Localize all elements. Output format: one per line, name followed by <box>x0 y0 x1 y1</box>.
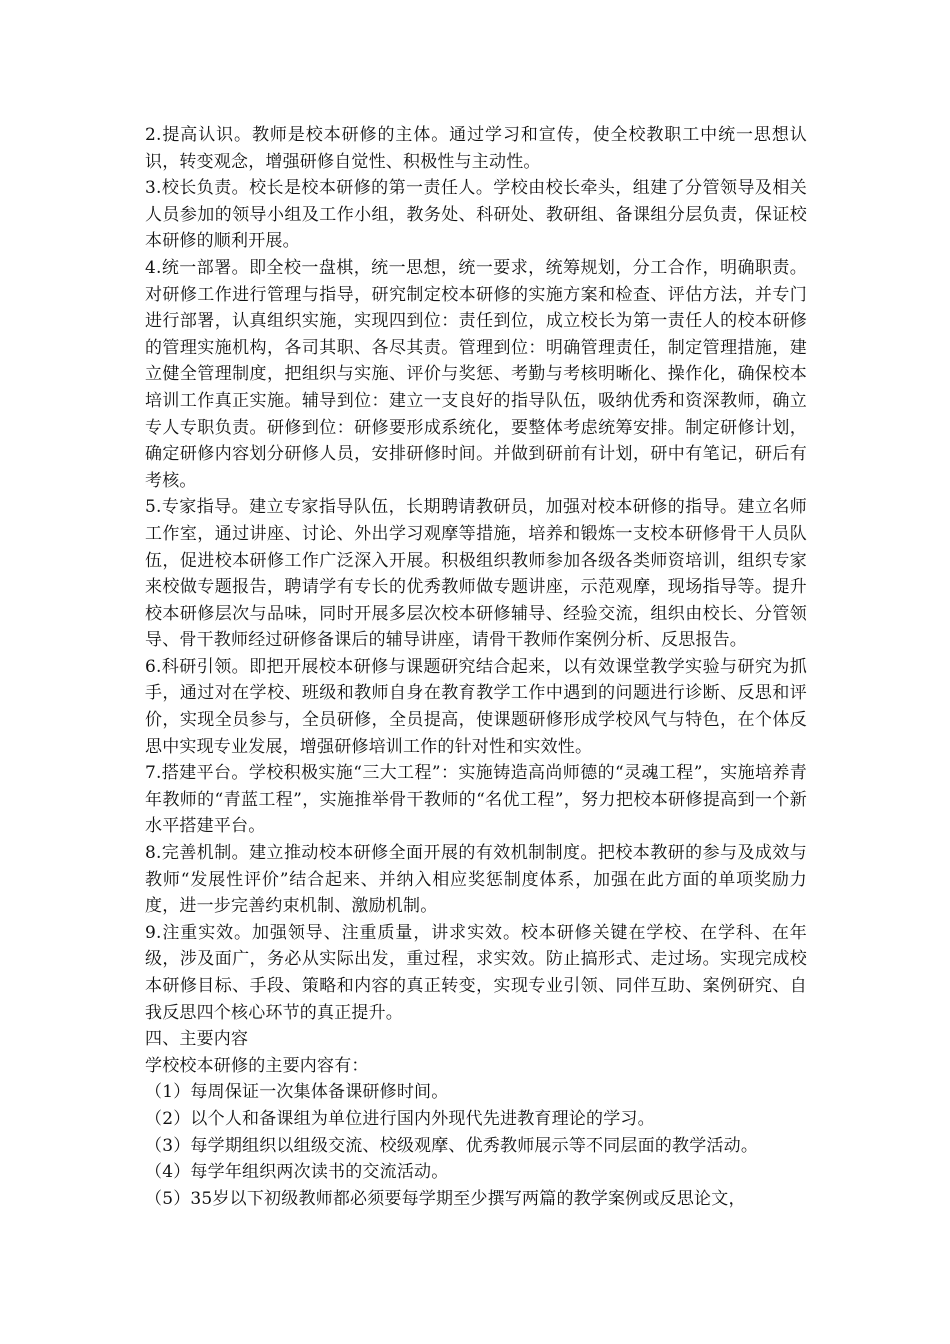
list-item: （3）每学期组织以组级交流、校级观摩、优秀教师展示等不同层面的教学活动。 <box>145 1135 759 1156</box>
section-heading: 四、主要内容 <box>145 1029 249 1050</box>
paragraph-expert-guidance: 5.专家指导。建立专家指导队伍，长期聘请教研员，加强对校本研修的指导。建立名师工作室，通过讲座、讨论、外出学习观摩等措施，培养和锻炼一支校本研修骨干人员队伍，促进校本研修工作广泛深入开展。积极组织教师参加各级各类师资培训，组织专家来校做专题报告，聘请学有专长的优秀教师做专题讲座，示范观摩，现场指导等。提升校本研修层次与品味，同时开展多层次校本研修辅导、经验交流，组织由校长、分管领导、骨干教师经过研修备课后的辅导讲座，请骨干教师作案例分析、反思报告。 <box>145 497 807 651</box>
list-item: （4）每学年组织两次读书的交流活动。 <box>145 1162 449 1183</box>
paragraph-unified-deployment: 4.统一部署。即全校一盘棋，统一思想，统一要求，统筹规划，分工合作，明确职责。对研修工作进行管理与指导，研究制定校本研修的实施方案和检查、评估方法，并专门进行部署，认真组织实施，实现四到位：责任到位，成立校长为第一责任人的校本研修的管理实施机构，各司其职、各尽其责。管理到位：明确管理责任，制定管理措施，建立健全管理制度，把组织与实施、评价与奖惩、考勤与考核明晰化、操作化，确保校本培训工作真正实施。辅导到位：建立一支良好的指导队伍，吸纳优秀和资深教师，确立专人专职负责。研修到位：研修要形成系统化，要整体考虑统筹安排。制定研修计划，确定研修内容划分研修人员，安排研修时间。并做到研前有计划，研中有笔记，研后有考核。 <box>145 257 807 491</box>
paragraph-improve-mechanism: 8.完善机制。建立推动校本研修全面开展的有效机制制度。把校本教研的参与及成效与教师“发展性评价”结合起来、并纳入相应奖惩制度体系，加强在此方面的单项奖励力度，进一步完善约束机制、激励机制。 <box>145 843 807 917</box>
paragraph-research-lead: 6.科研引领。即把开展校本研修与课题研究结合起来，以有效课堂教学实验与研究为抓手，通过对在学校、班级和教师自身在教育教学工作中遇到的问题进行诊断、反思和评价，实现全员参与，全员研修，全员提高，使课题研修形成学校风气与特色，在个体反思中实现专业发展，增强研修培训工作的针对性和实效性。 <box>145 656 807 757</box>
document-body <box>145 122 807 1212</box>
list-item: （5）35岁以下初级教师都必须要每学期至少撰写两篇的教学案例或反思论文， <box>145 1188 746 1209</box>
section-intro: 学校校本研修的主要内容有： <box>145 1055 369 1076</box>
paragraph-principal-responsible: 3.校长负责。校长是校本研修的第一责任人。学校由校长牵头，组建了分管领导及相关人员参加的领导小组及工作小组，教务处、科研处、教研组、备课组分层负责，保证校本研修的顺利开展。 <box>145 178 807 252</box>
paragraph-raise-awareness: 2.提高认识。教师是校本研修的主体。通过学习和宣传，使全校教职工中统一思想认识，转变观念，增强研修自觉性、积极性与主动性。 <box>145 125 807 172</box>
list-item: （2）以个人和备课组为单位进行国内外现代先进教育理论的学习。 <box>145 1108 655 1129</box>
list-item: （1）每周保证一次集体备课研修时间。 <box>145 1082 449 1103</box>
paragraph-focus-results: 9.注重实效。加强领导、注重质量，讲求实效。校本研修关键在学校、在学科、在年级，涉及面广，务必从实际出发，重过程，求实效。防止搞形式、走过场。实现完成校本研修目标、手段、策略和内容的真正转变，实现专业引领、同伴互助、案例研究、自我反思四个核心环节的真正提升。 <box>145 922 807 1023</box>
paragraph-build-platform: 7.搭建平台。学校积极实施“三大工程”：实施铸造高尚师德的“灵魂工程”，实施培养青年教师的“青蓝工程”，实施推举骨干教师的“名优工程”，努力把校本研修提高到一个新水平搭建平台。 <box>145 763 807 837</box>
